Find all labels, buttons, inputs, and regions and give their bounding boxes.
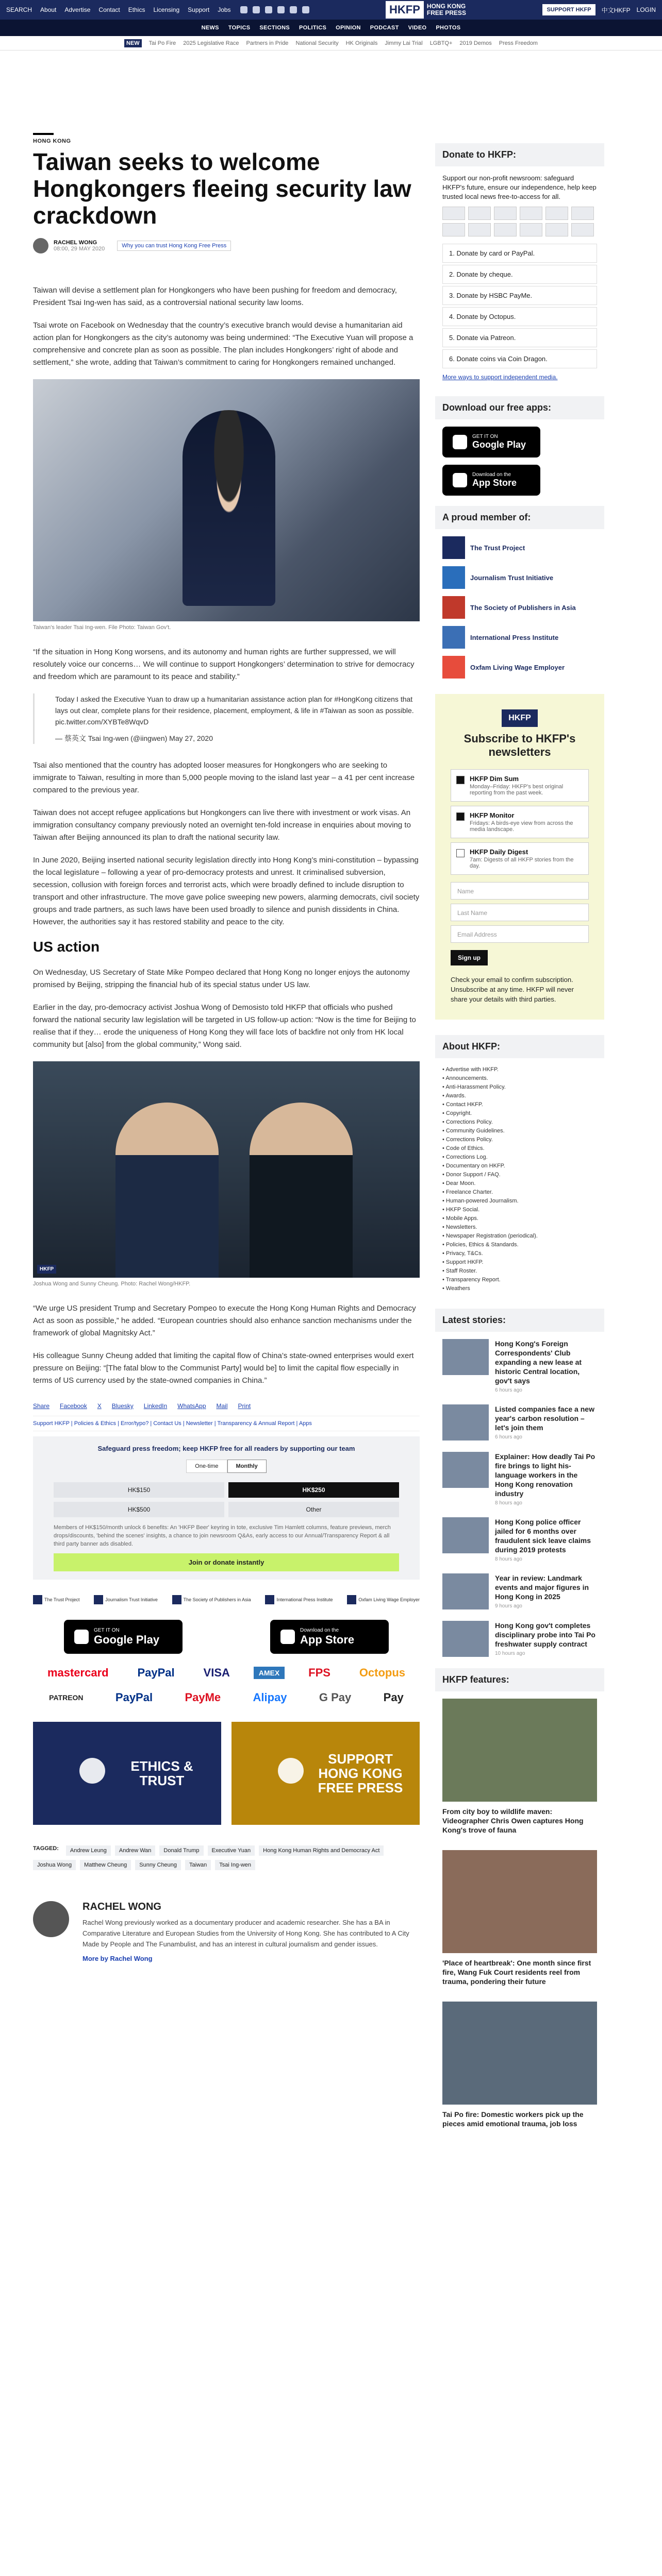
photo-subject	[183, 410, 275, 606]
donate-option[interactable]: 3. Donate by HSBC PayMe.	[442, 286, 597, 305]
facebook-icon[interactable]	[253, 6, 260, 13]
photo-watermark: HKFP	[37, 1265, 56, 1274]
paragraph: Earlier in the day, pro-democracy activist Joshua Wong of Demosisto told HKFP that officials who pushed forward the national security law legislation will be targeted in US follow-up action: “Now is the time for Beijing to realise that if they… erode the uniqueness of Hong Kong they will face lots of backfire not only from HK local community but [also] from the global community,” Wong said.	[33, 1003, 416, 1049]
share-bluesky[interactable]: Bluesky	[111, 1402, 134, 1410]
latest-story[interactable]	[442, 1404, 597, 1440]
app-store-row	[64, 1620, 389, 1654]
partner-logos	[33, 1595, 420, 1604]
donate-option[interactable]: 6. Donate coins via Coin Dragon.	[442, 349, 597, 368]
tsai-photo	[33, 379, 420, 621]
sidebar	[435, 143, 604, 2144]
feature-title: 'Place of heartbreak': One month since first fire, Wang Fuk Court residents reel from trauma, pondering their future	[442, 1959, 591, 1986]
donate-option[interactable]: 1. Donate by card or PayPal.	[442, 244, 597, 263]
member-org[interactable]	[442, 536, 597, 559]
article-title: Taiwan seeks to welcome Hongkongers fleeing security law crackdown	[33, 148, 411, 229]
patreon-icon	[442, 223, 465, 236]
rss-icon[interactable]	[302, 6, 309, 13]
story-title: Hong Kong's Foreign Correspondents' Club expanding a new lease at historic Central location, gov't says	[495, 1340, 582, 1385]
latest-story[interactable]	[442, 1621, 597, 1657]
paragraph: On Wednesday, US Secretary of State Mike Pompeo declared that Hong Kong no longer enjoys the autonomy promised by Beijing, stripping the financial hub of its special status under US law.	[33, 968, 410, 989]
tag[interactable]: Matthew Cheung	[80, 1860, 131, 1870]
tag-list	[33, 1845, 420, 1870]
donate-title: Safeguard press freedom; keep HKFP free for all readers by supporting our team	[97, 1445, 355, 1452]
about-link[interactable]: • HKFP Social.	[442, 1206, 597, 1214]
amount-option[interactable]: HK$150	[54, 1482, 224, 1498]
about-link[interactable]: • Mobile Apps.	[442, 1214, 597, 1223]
store-small-text: Download on the	[300, 1627, 339, 1633]
about-link[interactable]: • Human-powered Journalism.	[442, 1197, 597, 1206]
share-link[interactable]: Share	[33, 1402, 50, 1410]
newsletter-signup	[435, 694, 604, 1020]
feature-story[interactable]	[442, 1850, 597, 1986]
sidebar-heading: Download our free apps:	[435, 396, 604, 419]
store-small-text: Download on the	[472, 472, 511, 478]
about-link[interactable]: • Policies, Ethics & Standards.	[442, 1241, 597, 1249]
nav-item[interactable]: VIDEO	[408, 25, 427, 31]
subnav-item[interactable]: Press Freedom	[499, 40, 538, 46]
feature-image	[442, 1699, 597, 1802]
payme-icon	[468, 223, 491, 236]
story-time: 6 hours ago	[495, 1387, 522, 1393]
alipay-icon	[494, 223, 517, 236]
twitter-icon[interactable]	[240, 6, 247, 13]
about-link[interactable]: • Staff Roster.	[442, 1267, 597, 1276]
ipi-logo	[442, 626, 465, 649]
newsletter-option[interactable]	[451, 806, 589, 838]
more-by-author-link[interactable]: More by Rachel Wong	[82, 1955, 153, 1962]
story-thumbnail	[442, 1573, 489, 1609]
photo-subject	[250, 1103, 353, 1278]
fps-logo: FPS	[308, 1666, 330, 1679]
trust-link[interactable]: Why you can trust Hong Kong Free Press	[117, 241, 231, 251]
donate-option[interactable]: 2. Donate by cheque.	[442, 265, 597, 284]
about-link[interactable]: • Newspaper Registration (periodical).	[442, 1232, 597, 1241]
footer-links[interactable]: Support HKFP | Policies & Ethics | Error/typo? | Contact Us | Newsletter | Transparency & Annual Report | Apps	[33, 1416, 420, 1431]
name-field[interactable]: Name	[451, 882, 589, 900]
author-bio: Rachel Wong previously worked as a documentary producer and academic researcher. She has a BA in Comparative Literature and European Studies from the University of Hong Kong. She has contributed to A City Made by People and The Funambulist, and has an interest in cultural journalism and gender issues.	[82, 1919, 409, 1948]
newsletter-note: Check your email to confirm subscription. Unsubscribe at any time. HKFP will never share your details with third parties.	[451, 976, 574, 1003]
nav-item[interactable]: TOPICS	[228, 25, 251, 31]
support-banner[interactable]	[231, 1722, 420, 1825]
payment-chips	[435, 201, 604, 242]
subnav-item[interactable]: LGBTQ+	[429, 40, 453, 46]
story-time: 6 hours ago	[495, 1434, 522, 1440]
member-org[interactable]	[442, 656, 597, 679]
newsletter-option-desc: Fridays: A birds-eye view from across the media landscape.	[470, 820, 573, 833]
payme-logo: PayMe	[185, 1691, 221, 1704]
member-org-name: The Trust Project	[470, 544, 525, 552]
feature-title: Tai Po fire: Domestic workers pick up the pieces amid emotional trauma, job loss	[442, 2110, 584, 2128]
share-linkedin[interactable]: LinkedIn	[143, 1402, 168, 1410]
about-link[interactable]: • Community Guidelines.	[442, 1127, 597, 1136]
store-small-text: GET IT ON	[94, 1627, 120, 1633]
gpay-icon	[520, 223, 542, 236]
tag[interactable]: Andrew Leung	[66, 1845, 111, 1856]
jti-logo	[442, 566, 465, 589]
partner-logo[interactable]: The Trust Project	[33, 1595, 80, 1604]
nav-item[interactable]: OPINION	[336, 25, 361, 31]
top-link[interactable]: Licensing	[153, 6, 180, 13]
about-link[interactable]: • Corrections Log.	[442, 1153, 597, 1162]
newsletter-option-desc: Monday–Friday: HKFP's best original reporting from the past week.	[470, 784, 564, 796]
paypal-logo: PayPal	[137, 1666, 175, 1679]
trust-project-logo	[442, 536, 465, 559]
social-icons	[240, 6, 309, 13]
nav-item[interactable]: SECTIONS	[259, 25, 290, 31]
about-link[interactable]: • Documentary on HKFP.	[442, 1162, 597, 1171]
google-play-icon	[453, 435, 467, 449]
new-badge: NEW	[124, 39, 142, 47]
share-x[interactable]: X	[97, 1402, 102, 1410]
top-links	[6, 6, 231, 13]
member-org-name: Journalism Trust Initiative	[470, 573, 554, 582]
member-org[interactable]	[442, 566, 597, 589]
story-thumbnail	[442, 1452, 489, 1488]
play-icon[interactable]	[278, 1758, 304, 1784]
partner-logo[interactable]: Oxfam Living Wage Employer	[347, 1595, 420, 1604]
logo-box: HKFP	[386, 1, 424, 19]
subnav-item[interactable]: Partners in Pride	[246, 40, 289, 46]
frequency-toggle	[43, 1460, 409, 1473]
wong-cheung-photo	[33, 1061, 420, 1278]
page-wrap	[0, 50, 662, 2144]
nav-item[interactable]: NEWS	[201, 25, 219, 31]
main-nav	[0, 20, 662, 36]
section-heading: US action	[33, 939, 100, 955]
sidebar-heading: About HKFP:	[435, 1035, 604, 1058]
title-rule	[33, 133, 54, 135]
store-text: Google Play	[94, 1633, 160, 1646]
newsletter-logo: HKFP	[502, 709, 538, 727]
about-list	[435, 1065, 604, 1309]
sidebar-heading: Donate to HKFP:	[435, 143, 604, 166]
fps-icon	[545, 207, 568, 220]
donate-widget	[33, 1436, 420, 1580]
tag[interactable]: Tsai Ing-wen	[215, 1860, 255, 1870]
feature-title: From city boy to wildlife maven: Videographer Chris Owen captures Hong Kong's trove of fauna	[442, 1807, 584, 1834]
story-thumbnail	[442, 1404, 489, 1440]
latest-story[interactable]	[442, 1452, 597, 1506]
author-box-name[interactable]: RACHEL WONG	[82, 1901, 161, 1912]
member-org[interactable]	[442, 626, 597, 649]
latest-story[interactable]	[442, 1339, 597, 1393]
store-small-text: GET IT ON	[472, 434, 498, 439]
photo-caption: Joshua Wong and Sunny Cheung. Photo: Rachel Wong/HKFP.	[33, 1281, 191, 1287]
paypal-logo: PayPal	[115, 1691, 153, 1704]
tag[interactable]: Sunny Cheung	[135, 1860, 181, 1870]
story-title: Hong Kong police officer jailed for 6 months over fraudulent sick leave claims during 2019 protests	[495, 1518, 591, 1554]
google-play-button[interactable]	[64, 1620, 183, 1654]
about-link[interactable]: • Contact HKFP.	[442, 1100, 597, 1109]
story-title: Year in review: Landmark events and major figures in Hong Kong in 2025	[495, 1574, 589, 1601]
subnav-item[interactable]: 2019 Demos	[459, 40, 492, 46]
photo-subject	[115, 1103, 219, 1278]
instagram-icon[interactable]	[265, 6, 272, 13]
top-link[interactable]: Support	[188, 6, 210, 13]
donate-option[interactable]: 5. Donate via Patreon.	[442, 328, 597, 347]
top-link[interactable]: About	[40, 6, 57, 13]
member-org-name: The Society of Publishers in Asia	[470, 603, 576, 612]
promo-banners	[33, 1722, 420, 1825]
about-link[interactable]: • Privacy, T&Cs.	[442, 1249, 597, 1258]
member-org-name: Oxfam Living Wage Employer	[470, 663, 565, 671]
top-link[interactable]: Advertise	[64, 6, 91, 13]
visa-icon	[494, 207, 517, 220]
story-thumbnail	[442, 1517, 489, 1553]
embedded-tweet	[33, 693, 420, 744]
story-time: 8 hours ago	[495, 1500, 522, 1506]
alipay-logo: Alipay	[253, 1691, 287, 1704]
newsletter-option-name: HKFP Monitor	[470, 811, 515, 819]
subnav-item[interactable]: HK Originals	[345, 40, 378, 46]
newsletter-option[interactable]	[451, 769, 589, 802]
story-thumbnail	[442, 1339, 489, 1375]
newsletter-option[interactable]	[451, 842, 589, 875]
join-button[interactable]: Join or donate instantly	[54, 1553, 399, 1571]
tag[interactable]: Joshua Wong	[33, 1860, 76, 1870]
share-facebook[interactable]: Facebook	[60, 1402, 87, 1410]
paragraph: Taiwan will devise a settlement plan for Hongkongers who have been pushing for freedom and democracy, President Tsai Ing-wen has said, as a controversial national security law looms.	[33, 286, 397, 307]
newsletter-option-name: HKFP Dim Sum	[470, 775, 519, 783]
byline	[33, 238, 420, 253]
banner-text: SUPPORT HONG KONG FREE PRESS	[318, 1751, 403, 1795]
payment-logos-row1	[33, 1664, 420, 1682]
sub-nav	[0, 36, 662, 50]
share-print[interactable]: Print	[238, 1402, 251, 1410]
email-field[interactable]: Email Address	[451, 925, 589, 943]
top-link[interactable]: Contact	[98, 6, 120, 13]
tag[interactable]: Executive Yuan	[208, 1845, 255, 1856]
latest-story[interactable]	[442, 1573, 597, 1609]
paragraph: Tsai wrote on Facebook on Wednesday that the country’s executive branch would devise a humanitarian aid action plan for Hongkongers as the city’s autonomy was being undermined: “The Executive Yuan will propose a comprehensive and concrete plan as soon as possible. The plan includes Hongkongers’ right of abode and settlement,” she wrote, adding that Taiwan’s commitment to caring for Hongkongers remained unchanged.	[33, 321, 413, 367]
tag[interactable]: Andrew Wan	[115, 1845, 156, 1856]
tag[interactable]: Donald Trump	[159, 1845, 203, 1856]
store-text: Google Play	[472, 439, 526, 450]
partner-logo[interactable]: International Press Institute	[265, 1595, 333, 1604]
about-link[interactable]: • Corrections Policy.	[442, 1118, 597, 1127]
paragraph: “If the situation in Hong Kong worsens, and its autonomy and human rights are further suppressed, we will resolutely voice our concerns… We will continue to support Hongkongers’ determination to strive for democracy and freedom which are paramount to its peace and stability.”	[33, 648, 415, 681]
sidebar-heading: HKFP features:	[435, 1668, 604, 1691]
amount-option[interactable]: Other	[228, 1502, 399, 1517]
donate-intro[interactable]: Support our non-profit newsroom: safeguard HKFP's future, ensure our independence, help keep trusted local news free-to-access for all.	[442, 174, 597, 200]
story-thumbnail	[442, 1621, 489, 1657]
latest-story[interactable]	[442, 1517, 597, 1562]
mastercard-logo: mastercard	[47, 1666, 109, 1679]
author-name[interactable]: RACHEL WONG	[54, 240, 97, 246]
story-time: 10 hours ago	[495, 1651, 525, 1656]
sopa-logo	[442, 596, 465, 619]
apple-icon	[280, 1630, 295, 1644]
signup-button[interactable]: Sign up	[451, 950, 488, 965]
newsletter-option-desc: 7am: Digests of all HKFP stories from the day.	[470, 857, 574, 869]
tweet-text: Today I asked the Executive Yuan to draw up a humanitarian assistance action plan for #HongKong citizens that lays out clear, complete plans for their residence, placement, employment, & life in #Taiwan as soon as possible. pic.twitter.com/XYBTe8WqvD	[55, 695, 414, 726]
feature-story[interactable]	[442, 2002, 597, 2128]
banner-text: ETHICS & TRUST	[130, 1758, 193, 1788]
amount-option[interactable]: HK$250	[228, 1482, 399, 1498]
author-avatar[interactable]	[33, 238, 48, 253]
subnav-item[interactable]: National Security	[295, 40, 339, 46]
about-link[interactable]: • Donor Support / FAQ.	[442, 1171, 597, 1179]
tag[interactable]: Taiwan	[185, 1860, 211, 1870]
share-mail[interactable]: Mail	[216, 1402, 228, 1410]
partner-logo[interactable]: The Society of Publishers in Asia	[172, 1595, 251, 1604]
feature-image	[442, 2002, 597, 2105]
about-link[interactable]: • Newsletters.	[442, 1223, 597, 1232]
top-right	[542, 4, 656, 15]
story-title: Explainer: How deadly Tai Po fire brings to light his-language workers in the Hong Kong renovation industry	[495, 1452, 595, 1498]
author-box	[33, 1901, 420, 1962]
patreon-logo: PATREON	[49, 1693, 84, 1702]
about-link[interactable]: • Freelance Charter.	[442, 1188, 597, 1197]
apple-icon	[453, 473, 467, 487]
about-link[interactable]: • Support HKFP.	[442, 1258, 597, 1267]
author-avatar[interactable]	[33, 1901, 69, 1937]
amex-icon	[520, 207, 542, 220]
support-button[interactable]: SUPPORT HKFP	[542, 4, 595, 15]
store-text: App Store	[472, 478, 517, 488]
share-whatsapp[interactable]: WhatsApp	[177, 1402, 206, 1410]
story-title: Listed companies face a new year's carbon resolution – let's join them	[495, 1405, 594, 1432]
top-link[interactable]: Jobs	[218, 6, 231, 13]
subnav-item[interactable]: Tai Po Fire	[148, 40, 176, 46]
sidebar-heading: A proud member of:	[435, 506, 604, 529]
top-link[interactable]: Ethics	[128, 6, 145, 13]
oxfam-logo	[442, 656, 465, 679]
newsletter-title: Subscribe to HKFP's newsletters	[464, 732, 576, 758]
nav-item[interactable]: PODCAST	[370, 25, 399, 31]
about-link[interactable]: • Advertise with HKFP.	[442, 1065, 597, 1074]
about-link[interactable]: • Dear Moon.	[442, 1179, 597, 1188]
category-label[interactable]: HONG KONG	[33, 138, 71, 144]
gpay-logo: G Pay	[319, 1691, 352, 1704]
subnav-item[interactable]: 2025 Legislative Race	[183, 40, 239, 46]
about-link[interactable]: • Weathers	[442, 1284, 597, 1293]
site-logo[interactable]	[386, 1, 466, 19]
article-column	[33, 50, 420, 2144]
app-store-button[interactable]	[270, 1620, 389, 1654]
coin-icon	[571, 223, 594, 236]
member-org-name: International Press Institute	[470, 633, 559, 641]
about-link[interactable]: • Anti-Harassment Policy.	[442, 1083, 597, 1092]
share-bar	[33, 1402, 420, 1410]
feature-story[interactable]	[442, 1699, 597, 1835]
member-org[interactable]	[442, 596, 597, 619]
app-store-button[interactable]	[442, 465, 540, 496]
monthly-tab[interactable]: Monthly	[227, 1460, 267, 1473]
subnav-item[interactable]: Jimmy Lai Trial	[385, 40, 423, 46]
partner-logo[interactable]: Journalism Trust Initiative	[94, 1595, 158, 1604]
paragraph: Taiwan does not accept refugee applications but Hongkongers can live there with investment or work visas. An immigration consultancy company previously noted an overnight ten-fold increase in enquiries about moving to Taiwan after Beijing announced its plan to draft the national security law.	[33, 808, 411, 842]
mastercard-icon	[442, 207, 465, 220]
apple-pay-logo: Pay	[383, 1691, 404, 1704]
payment-logos-row2	[33, 1689, 420, 1706]
apple-pay-icon	[545, 223, 568, 236]
last-name-field[interactable]: Last Name	[451, 904, 589, 921]
google-play-button[interactable]	[442, 427, 540, 457]
amount-grid	[54, 1482, 399, 1517]
about-link[interactable]: • Awards.	[442, 1092, 597, 1100]
google-play-icon	[74, 1630, 89, 1644]
youtube-icon[interactable]	[277, 6, 285, 13]
octopus-icon	[571, 207, 594, 220]
visa-logo: VISA	[203, 1666, 230, 1679]
about-link[interactable]: • Announcements.	[442, 1074, 597, 1083]
newsletter-option-name: HKFP Daily Digest	[470, 848, 528, 856]
paragraph: “We urge US president Trump and Secretary Pompeo to execute the Hong Kong Human Rights and Democracy Act as soon as possible,” he added. “European countries should also enhance sanction mechanisms under the framework of global Magnitsky Act.”	[33, 1304, 416, 1337]
play-icon[interactable]	[79, 1758, 105, 1784]
story-title: Hong Kong gov't completes disciplinary probe into Tai Po freshwater supply contract	[495, 1621, 595, 1648]
tweet-signature[interactable]: — 蔡英文 Tsai Ing-wen (@iingwen) May 27, 2020	[55, 734, 213, 742]
store-text: App Store	[300, 1633, 355, 1646]
about-link[interactable]: • Corrections Policy.	[442, 1136, 597, 1144]
paragraph: His colleague Sunny Cheung added that limiting the capital flow of China’s state-owned enterprises would exert pressure on Beijing: “[The fatal blow to the Communist Party] would be] to limit the capital flow especially in terms of US currency used by the state-owned companies in China.”	[33, 1351, 414, 1385]
photo-caption: Taiwan's leader Tsai Ing-wen. File Photo: Taiwan Gov't.	[33, 624, 171, 631]
publish-date: 08:00, 29 MAY 2020	[54, 246, 105, 252]
paragraph: Tsai also mentioned that the country has adopted looser measures for Hongkongers who are seeking to immigrate to Taiwan, resulting in more than 5,000 people moving to the island last year – a 41 per cent increase compared to the previous year.	[33, 761, 415, 794]
nav-item[interactable]: PHOTOS	[436, 25, 461, 31]
about-link[interactable]: • Copyright.	[442, 1109, 597, 1118]
story-time: 8 hours ago	[495, 1556, 522, 1562]
linkedin-icon[interactable]	[290, 6, 297, 13]
octopus-logo: Octopus	[359, 1666, 406, 1679]
top-bar	[0, 0, 662, 20]
search-link[interactable]: SEARCH	[6, 6, 32, 13]
story-time: 9 hours ago	[495, 1603, 522, 1609]
sidebar-heading: Latest stories:	[435, 1309, 604, 1332]
ethics-banner[interactable]	[33, 1722, 221, 1825]
amex-logo: AMEX	[254, 1667, 285, 1679]
member-benefits: Members of HK$150/month unlock 6 benefits: An 'HKFP Beer' keyring in tote, exclusive Tim Hamlett columns, feature previews, merch drops/discounts, 'behind the scenes' insights, a chance to join newsroom Q&As, early access to our Annual/Transparency Report & all third party banner ads disabled.	[54, 1524, 391, 1547]
paypal-icon	[468, 207, 491, 220]
language-link[interactable]: 中文HKFP	[601, 6, 631, 14]
donate-option[interactable]: 4. Donate by Octopus.	[442, 307, 597, 326]
one-time-tab[interactable]: One-time	[186, 1460, 227, 1473]
paragraph: In June 2020, Beijing inserted national security legislation directly into Hong Kong’s mini-constitution – bypassing the local legislature – following a year of pro-democracy protests and unrest. It criminalised subversion, secession, collusion with foreign forces and terrorist acts, which were broadly defined to include disruption to transport and other infrastructure. The move gave police sweeping new powers, alarming democrats, civil society groups and trade partners, as such laws have been used broadly to silence and punish dissidents in China. However, the authorities say it has restored stability and peace to the city.	[33, 856, 420, 926]
more-ways-link[interactable]: More ways to support independent media.	[442, 374, 558, 381]
about-link[interactable]: • Transparency Report.	[442, 1276, 597, 1284]
tag[interactable]: Hong Kong Human Rights and Democracy Act	[259, 1845, 384, 1856]
about-link[interactable]: • Code of Ethics.	[442, 1144, 597, 1153]
feature-image	[442, 1850, 597, 1953]
nav-item[interactable]: POLITICS	[299, 25, 327, 31]
tags-label: TAGGED:	[33, 1845, 59, 1852]
login-link[interactable]: LOGIN	[636, 6, 656, 13]
logo-text: HONG KONG FREE PRESS	[426, 3, 466, 16]
amount-option[interactable]: HK$500	[54, 1502, 224, 1517]
